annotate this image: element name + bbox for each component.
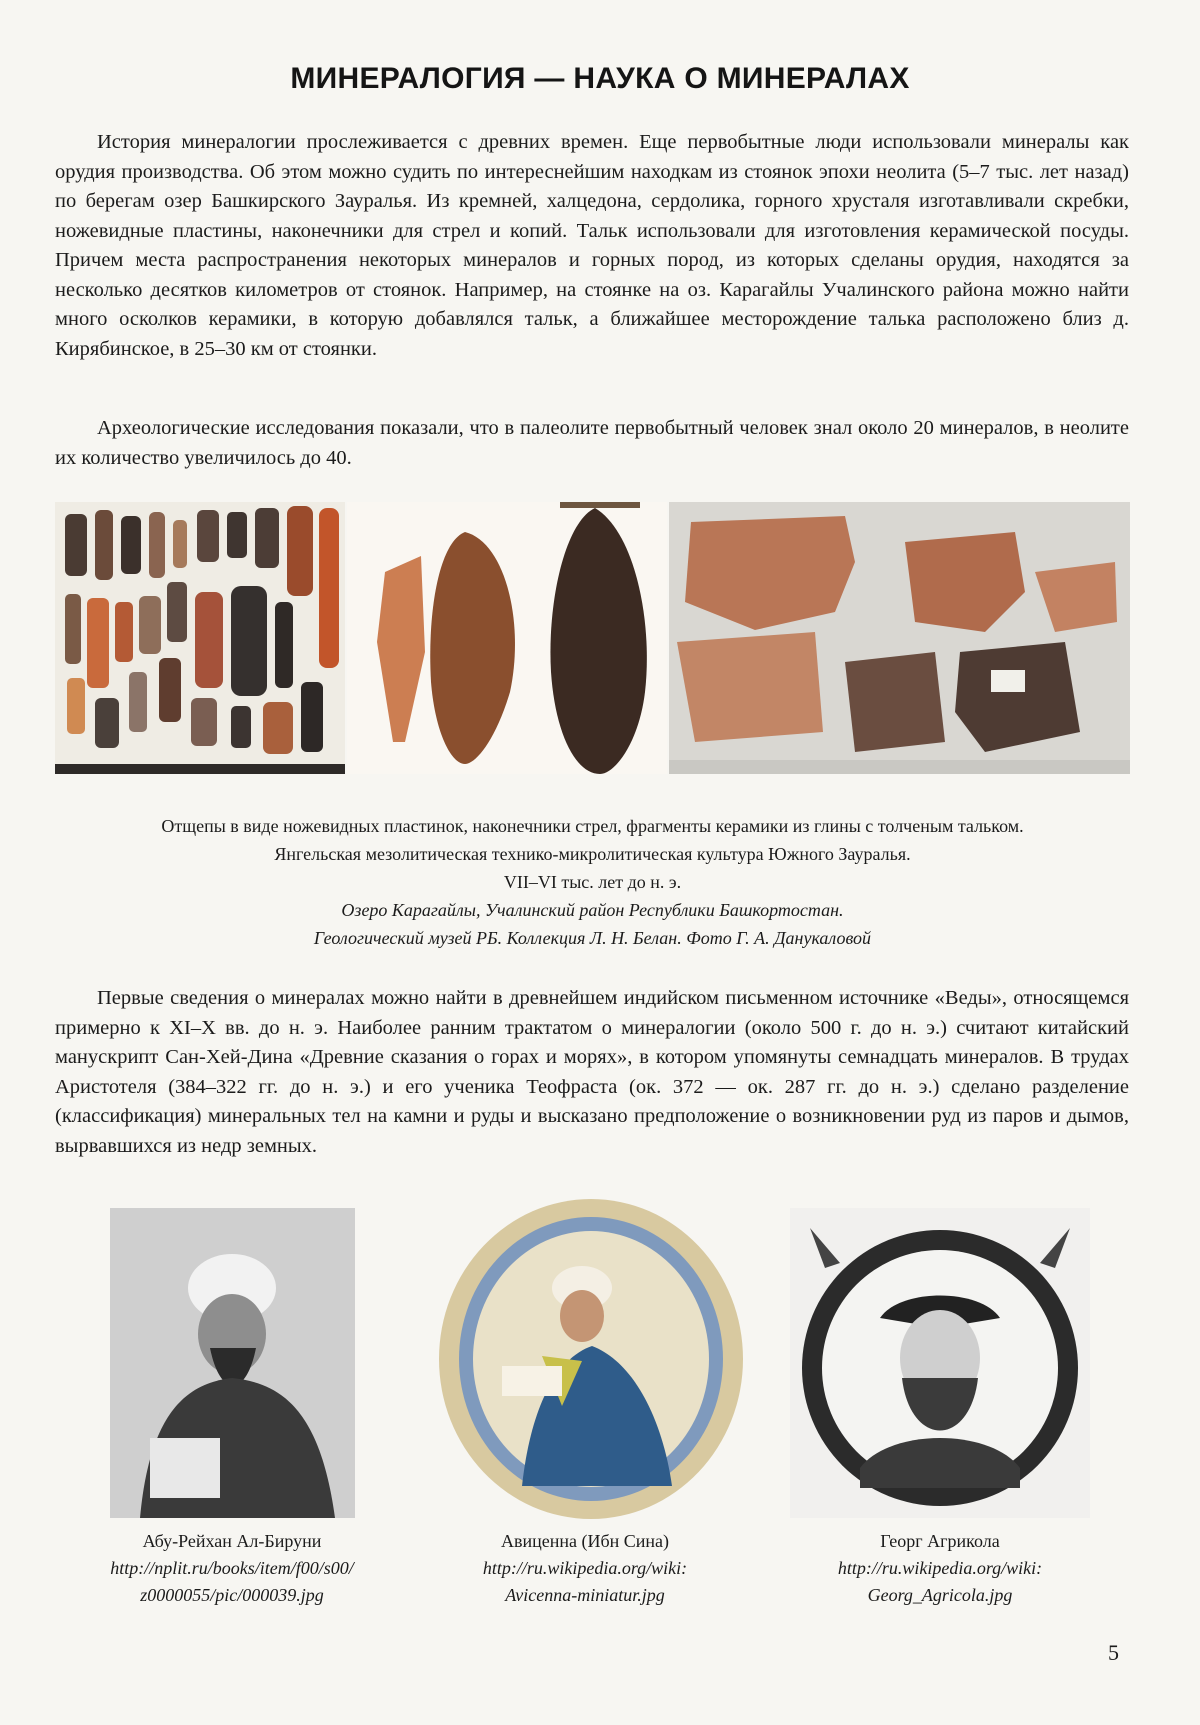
caption-agricola — [780, 1528, 1100, 1609]
ceramic-fragment — [955, 642, 1080, 752]
caption-line: VII–VI тыс. лет до н. э. — [503, 872, 682, 892]
portrait-url: http://ru.wikipedia.org/wiki: — [482, 1558, 688, 1578]
portrait-name: Авиценна (Ибн Сина) — [500, 1531, 670, 1551]
ceramic-fragment — [845, 652, 945, 752]
page-number: 5 — [1108, 1640, 1119, 1665]
ceramic-fragment — [677, 632, 823, 742]
caption-line: Геологический музей РБ. Коллекция Л. Н. Белан. Фото Г. А. Данукаловой — [313, 928, 872, 948]
portrait-agricola — [790, 1208, 1090, 1523]
caption-avicenna — [425, 1528, 745, 1609]
caption-line: Озеро Карагайлы, Учалинский район Республики Башкортостан. — [341, 900, 844, 920]
portrait-url: http://nplit.ru/books/item/f00/s00/ — [110, 1558, 354, 1578]
portrait-url: z0000055/pic/000039.jpg — [140, 1585, 324, 1605]
portrait-avicenna — [432, 1196, 750, 1527]
portrait-url: Avicenna-miniatur.jpg — [505, 1585, 665, 1605]
portrait-url: http://ru.wikipedia.org/wiki: — [837, 1558, 1043, 1578]
artifacts-caption — [55, 812, 1130, 952]
portrait-name: Абу-Рейхан Ал-Бируни — [142, 1531, 322, 1551]
paragraph-early-sources: Первые сведения о минералах можно найти в древнейшем индийском письменном источнике «Веды», относящемся примерно к XI–X вв. до н. э. Наиболее ранним трактатом о минералогии (около 500 г. до н. э.) считают китайский манускрипт Сан-Хей-Дина «Древние сказания о горах и морях», в котором упомянуты семнадцать минералов. В трудах Аристотеля (384–322 гг. до н. э.) и его ученика Теофраста (ок. 372 — ок. 287 гг. до н. э.) сделано разделение (классификация) минеральных тел на камни и руды и высказано предположение о возникновении руд из паров и дымов, вырвавшихся из недр земных. — [55, 987, 1129, 1157]
artifacts-photo — [55, 502, 1130, 807]
page-title: МИНЕРАЛОГИЯ — НАУКА О МИНЕРАЛАХ — [290, 62, 910, 95]
portrait-url: Georg_Agricola.jpg — [867, 1585, 1013, 1605]
caption-line: Янгельская мезолитическая технико-микролитическая культура Южного Зауралья. — [274, 844, 911, 864]
paragraph-archaeology: Археологические исследования показали, что в палеолите первобытный человек знал около 20 минералов, в неолите их количество увеличилось до 40. — [55, 417, 1129, 469]
portrait-name: Георг Агрикола — [880, 1531, 1000, 1551]
caption-al-biruni — [72, 1528, 392, 1609]
paragraph-history: История минералогии прослеживается с древних времен. Еще первобытные люди использовали минералы как орудия производства. Об этом можно судить по интереснейшим находкам из стоянок эпохи неолита (5–7 тыс. лет назад) по берегам озер Башкирского Зауралья. Из кремней, халцедона, сердолика, горного хрусталя изготавливали скребки, ножевидные пластины, наконечники для стрел и копий. Тальк использовали для изготовления керамической посуды. Причем места распространения некоторых минералов и горных пород, из которых сделаны орудия, находятся за несколько десятков километров от стоянок. Например, на стоянке на оз. Карагайлы Учалинского района можно найти много осколков керамики, в которую добавлялся тальк, а ближайшее месторождение талька расположено близ д. Кирябинское, в 25–30 км от стоянки. — [55, 131, 1129, 360]
caption-line: Отщепы в виде ножевидных пластинок, наконечники стрел, фрагменты керамики из глины с толченым тальком. — [161, 816, 1024, 836]
portrait-al-biruni — [110, 1208, 355, 1523]
